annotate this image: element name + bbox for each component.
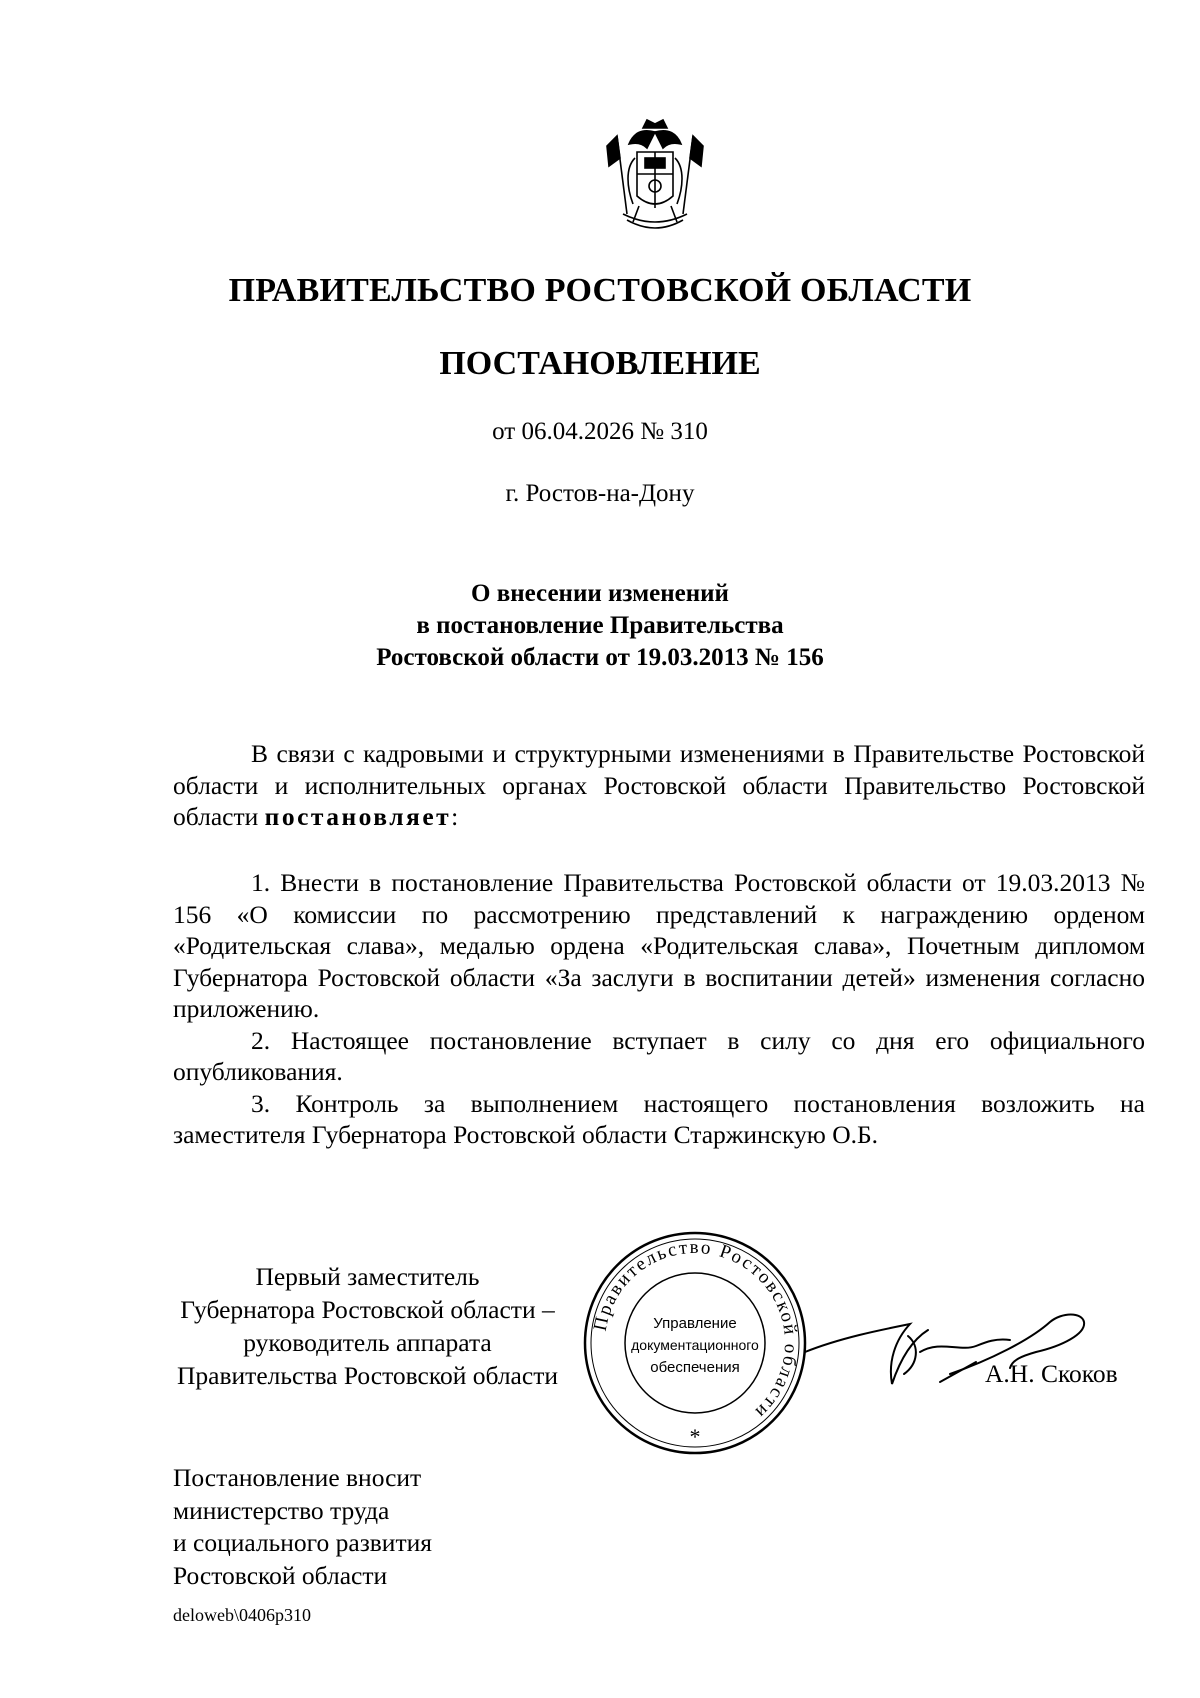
position-line: Правительства Ростовской области (177, 1361, 558, 1390)
position-line: руководитель аппарата (243, 1328, 492, 1357)
organization-title: ПРАВИТЕЛЬСТВО РОСТОВСКОЙ ОБЛАСТИ (228, 272, 972, 309)
decides-word: постановляет (264, 802, 452, 831)
subject-line: в постановление Правительства (416, 612, 784, 639)
introduced-by-line: Ростовской области (173, 1560, 388, 1590)
position-line: Первый заместитель (255, 1262, 480, 1291)
date-and-number: от 06.04.2026 № 310 (492, 418, 708, 445)
signatory-position (170, 1260, 565, 1392)
seal-star: * (689, 1424, 701, 1449)
resolution-item: 1. Внести в постановление Правительства Ростовской области от 19.03.2013 № 156 «О комиссии по рассмотрению представлений к награждению орденом «Родительская слава», медалью ордена «Родительская слава», Почетным дипломом Губернатора Ростовской области «За заслуги в воспитании детей» изменения согласно приложению. (173, 868, 1145, 1023)
city: г. Ростов-на-Дону (505, 480, 695, 507)
document-code: deloweb\0406p310 (173, 1605, 311, 1625)
preamble-colon: : (451, 802, 459, 831)
subject-line: Ростовской области от 19.03.2013 № 156 (376, 644, 824, 671)
position-line: Губернатора Ростовской области – (180, 1295, 555, 1324)
introduced-by (173, 1462, 432, 1592)
official-seal (580, 1228, 810, 1458)
introduced-by-line: и социального развития (173, 1528, 432, 1557)
preamble (173, 738, 1145, 833)
introduced-by-line: Постановление вносит (173, 1463, 422, 1492)
subject-line: О внесении изменений (471, 580, 729, 607)
seal-ring-text: Правительство Ростовской области (589, 1236, 802, 1424)
seal-inner-line: обеспечения (650, 1359, 740, 1376)
preamble-text: В связи с кадровыми и структурными изменениями в Правительстве Ростовской области и исполнительных органах Ростовской области Правительство Ростовской области (173, 739, 1145, 831)
document-subject (0, 578, 1200, 674)
resolution-items (173, 867, 1145, 1151)
seal-inner-line: Управление (653, 1315, 737, 1332)
introduced-by-line: министерство труда (173, 1495, 390, 1525)
document-type: ПОСТАНОВЛЕНИЕ (439, 345, 761, 382)
seal-inner-line: документационного (631, 1337, 759, 1353)
resolution-item: 2. Настоящее постановление вступает в силу со дня его официального опубликования. (173, 1025, 1145, 1086)
signatory-name: А.Н. Скоков (985, 1359, 1118, 1388)
resolution-item: 3. Контроль за выполнением настоящего постановления возложить на заместителя Губернатора Ростовской области Старжинскую О.Б. (173, 1088, 1145, 1149)
coat-of-arms-icon (605, 118, 705, 236)
